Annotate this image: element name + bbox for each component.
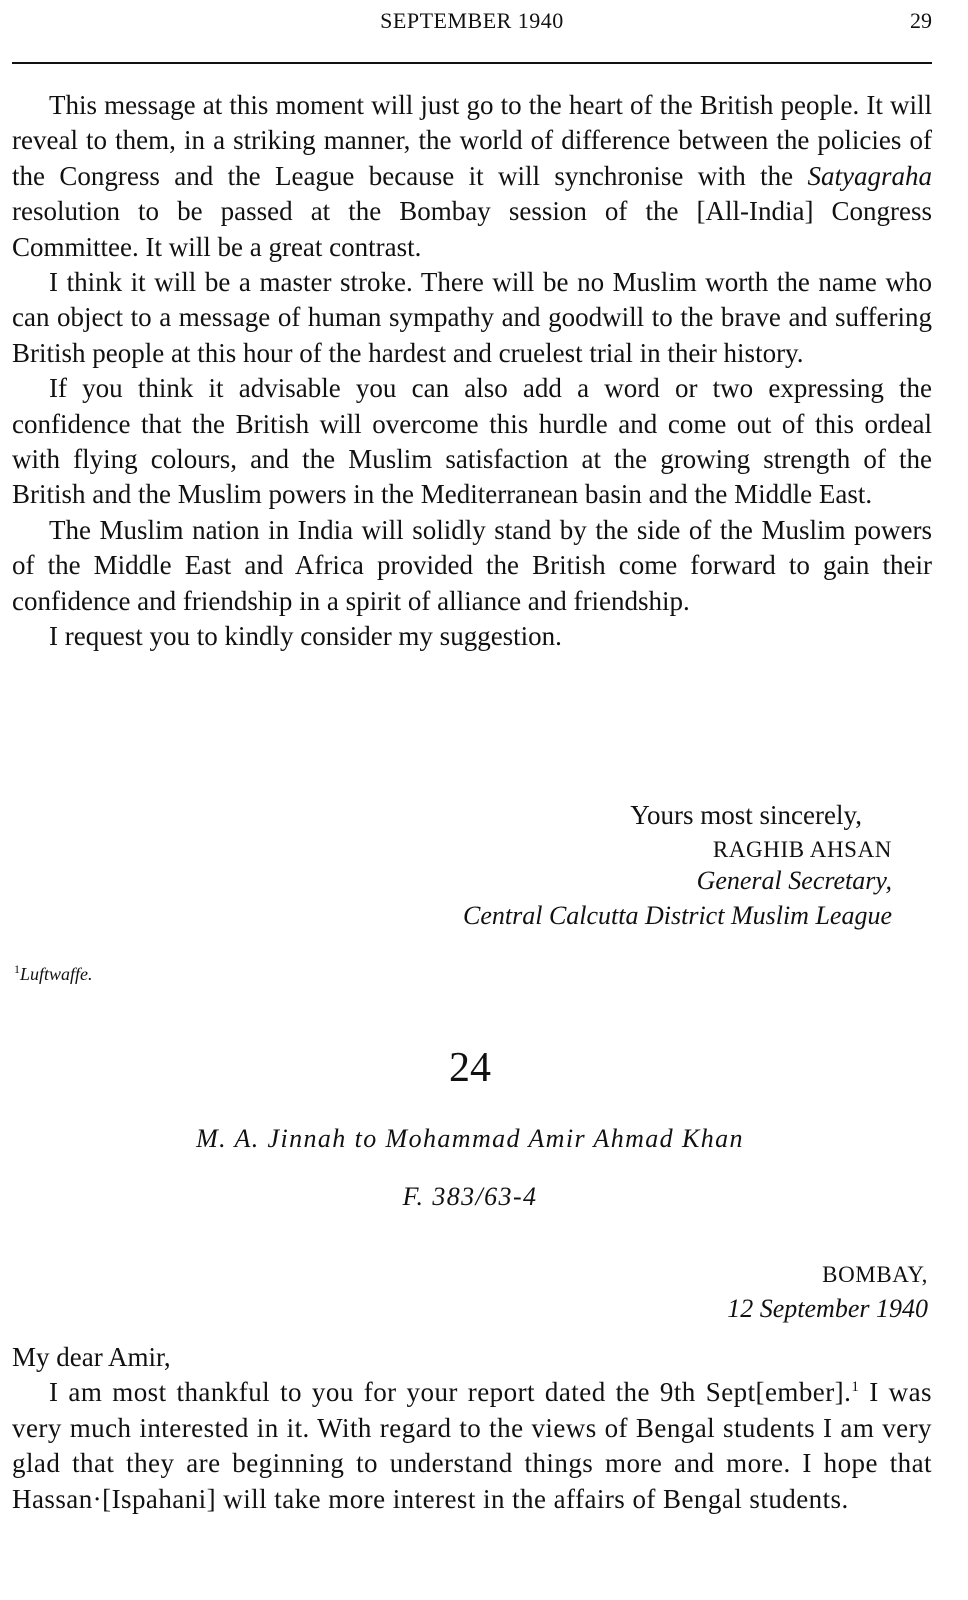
- running-head: [12, 8, 932, 38]
- italic-term: Satyagraha: [807, 160, 932, 191]
- letter-closing: Yours most sincerely,: [630, 800, 862, 830]
- letter-body: [12, 88, 932, 655]
- document-reference: F. 383/63-4: [402, 1182, 538, 1211]
- paragraph-text: I am most thankful to you for your report dated the 9th Sept[ember].: [49, 1377, 852, 1408]
- paragraph: [12, 1375, 932, 1517]
- footnote-reference: 1: [851, 1379, 860, 1396]
- paragraph: The Muslim nation in India will solidly stand by the side of the Muslim powers of the Middle East and Africa provided the British come forward to gain their confidence and friendship in a spirit of alliance and friendship.: [12, 514, 932, 616]
- document-number: 24: [449, 1045, 491, 1091]
- footnote-text: Luftwaffe.: [20, 964, 93, 984]
- paragraph-text: This message at this moment will just go to the heart of the British people. It will reveal to them, in a striking manner, the world of difference between the policies of the Congress and the League because it will synchronise with the: [12, 90, 932, 191]
- header-rule: [12, 62, 932, 64]
- paragraph: I think it will be a master stroke. There will be no Muslim worth the name who can object to a message of human sympathy and goodwill to the brave and suffering British people at this hour of the hardest and cruelest trial in their history.: [12, 267, 932, 368]
- page-number: 29: [910, 8, 932, 33]
- running-title: SEPTEMBER 1940: [380, 8, 564, 33]
- paragraph: I request you to kindly consider my suggestion.: [49, 621, 562, 652]
- salutation: My dear Amir,: [12, 1342, 171, 1372]
- document-heading: M. A. Jinnah to Mohammad Amir Ahmad Khan: [196, 1124, 744, 1153]
- footnote-mark: 1: [14, 962, 20, 976]
- signatory-title: General Secretary,: [696, 866, 892, 895]
- paragraph-text: I was very much interested in it. With regard to the views of Bengal students I am very glad that they are beginning to understand things more and more. I hope that Hassan·[Ispahani] will take more interest in the affairs of Bengal students.: [12, 1377, 932, 1514]
- footnote: [14, 962, 93, 985]
- paragraph-text: resolution to be passed at the Bombay session of the [All-India] Congress Committee. It will be a great contrast.: [12, 196, 932, 262]
- letter-place: BOMBAY,: [822, 1262, 928, 1287]
- signatory-name: RAGHIB AHSAN: [712, 837, 892, 862]
- paragraph: If you think it advisable you can also add a word or two expressing the confidence that the British will overcome this hurdle and come out of this ordeal with flying colours, and the Muslim satisfaction at the growing strength of the British and the Muslim powers in the Mediterranean basin and the Middle East.: [12, 373, 932, 510]
- letter-body-2: [12, 1340, 932, 1517]
- paragraph: [12, 88, 932, 265]
- signatory-organization: Central Calcutta District Muslim League: [463, 901, 892, 930]
- letter-date: 12 September 1940: [727, 1294, 928, 1323]
